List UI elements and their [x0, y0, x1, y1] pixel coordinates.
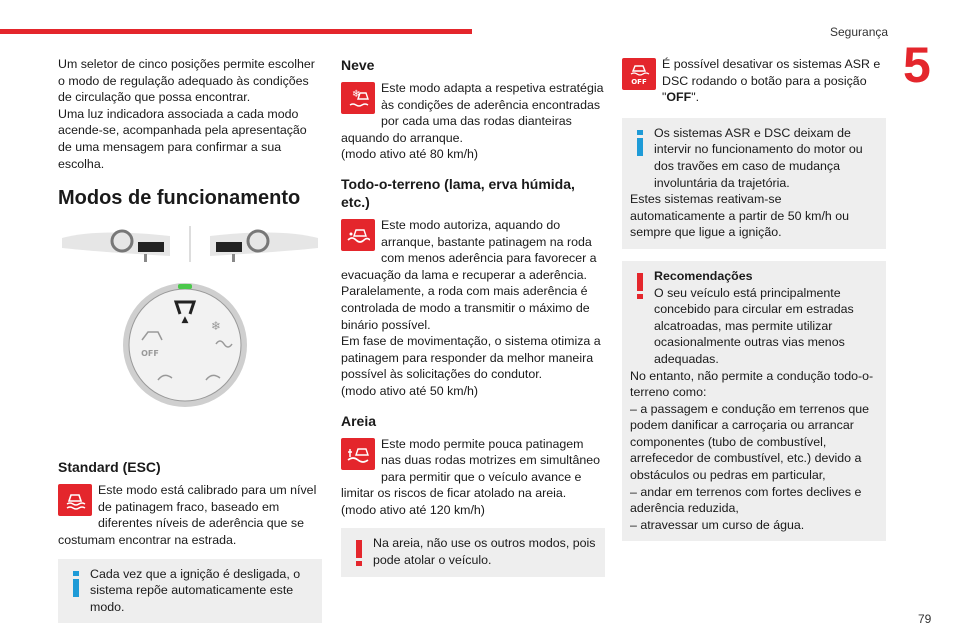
section-heading: Modos de funcionamento	[58, 187, 301, 210]
warning-note	[341, 528, 605, 576]
knob-off-label: OFF	[141, 349, 159, 359]
snow-mode-icon	[341, 82, 375, 114]
info-icon	[66, 569, 86, 599]
todo-title: Todo-o-terreno (lama, erva húmida, etc.)	[341, 175, 575, 210]
mode-selector-knob	[120, 280, 250, 410]
recommendations-text: O seu veículo está principalmente concebido para circular em estradas alcatroadas, mas permite utilizar ocasionalmente outras vias menos adequadas.	[654, 285, 854, 366]
standard-text: Este modo está calibrado para um nível de patinagem fraco, baseado em diferentes níveis de aderência que se costumam encontrar na estrada.	[58, 483, 317, 547]
neve-text: Este modo adapta a respetiva estratégia às condições de aderência encontradas por cada uma das rodas dianteiras aquando do arranque.	[341, 81, 604, 145]
column-left	[58, 56, 322, 623]
mud-mode-icon	[341, 219, 375, 251]
neve-speed: (modo ativo até 80 km/h)	[341, 147, 479, 162]
esc-off-icon	[622, 58, 656, 90]
column-right	[622, 56, 886, 541]
section-title: Segurança	[830, 25, 889, 39]
intro-paragraph-2: Uma luz indicadora associada a cada modo acende-se, acompanhada pela apresentação de uma mensagem para confirmar a sua escolha.	[58, 106, 307, 171]
page-number: 79	[918, 612, 932, 626]
chapter-number: 5	[903, 37, 931, 93]
info-note	[58, 559, 322, 624]
intro-paragraph: Um seletor de cinco posições permite escolher o modo de regulação adequado às condições de circulação que possa encontrar.	[58, 57, 315, 105]
sand-mode-icon	[341, 438, 375, 470]
svg-text:OFF: OFF	[631, 78, 647, 85]
areia-title: Areia	[341, 412, 377, 429]
neve-block	[341, 80, 605, 146]
recommendations-note	[622, 261, 886, 542]
areia-speed: (modo ativo até 120 km/h)	[341, 502, 485, 517]
column-middle	[341, 56, 605, 577]
areia-block	[341, 436, 605, 502]
warning-note-text: Na areia, não use os outros modos, pois pode atolar o veículo.	[373, 536, 596, 568]
info-note-2-text-2: Estes sistemas reativam-se automaticamente a partir de 50 km/h ou sempre que ligue a ignição.	[630, 192, 850, 240]
recommendations-item: – a passagem e condução em terrenos que podem danificar a carroçaria ou arrancar componentes (tubo de combustível, arrefecedor de combustível, etc.) devido a obstáculos ou pedras em particular,	[630, 401, 870, 483]
todo-text-1: Este modo autoriza, aquando do arranque, bastante patinagem na roda com menos aderência para favorecer a evacuação da lama e recuperar a aderência.	[341, 217, 597, 282]
header-accent-bar	[0, 29, 472, 34]
info-note-2	[622, 118, 886, 249]
standard-title: Standard (ESC)	[58, 459, 161, 476]
svg-text:❄: ❄	[352, 89, 361, 100]
todo-text-3: Em fase de movimentação, o sistema otimiza a patinagem para responder da melhor maneira possível às solicitações do condutor.	[341, 334, 601, 382]
info-note-2-text: Os sistemas ASR e DSC deixam de intervir no funcionamento do motor ou dos travões em caso de mudança involuntária da trajetória.	[654, 125, 863, 190]
standard-block	[58, 482, 322, 548]
todo-speed: (modo ativo até 50 km/h)	[341, 383, 479, 398]
recommendations-title: Recomendações	[654, 268, 753, 283]
todo-text-2: Paralelamente, a roda com mais aderência é controlada de modo a transmitir o máximo de binário possível.	[341, 284, 590, 332]
areia-text: Este modo permite pouca patinagem nas duas rodas motrizes em simultâneo para permitir que o veículo avance e limitar os riscos de ficar atolado na areia.	[341, 436, 601, 501]
recommendations-item: – atravessar um curso de água.	[630, 517, 805, 532]
svg-text:❄: ❄	[210, 319, 222, 334]
recommendations-item: – andar em terrenos com fortes declives e aderência reduzida,	[630, 484, 862, 516]
mode-selector-illustration	[58, 220, 322, 452]
warning-icon	[349, 538, 369, 568]
dashboard-location-icon	[58, 220, 322, 270]
off-block	[622, 56, 886, 106]
recommendations-text-2: No entanto, não permite a condução todo-o-terreno como:	[630, 368, 874, 400]
info-icon	[630, 128, 650, 158]
esc-skid-icon	[58, 484, 92, 516]
todo-block	[341, 217, 605, 283]
neve-title: Neve	[341, 57, 375, 73]
off-text: É possível desativar os sistemas ASR e DSC rodando o botão para a posição "OFF".	[662, 57, 881, 105]
warning-icon	[630, 271, 650, 301]
info-note-text: Cada vez que a ignição é desligada, o sistema repõe automaticamente este modo.	[90, 566, 301, 614]
svg-text:▲: ▲	[181, 315, 189, 326]
